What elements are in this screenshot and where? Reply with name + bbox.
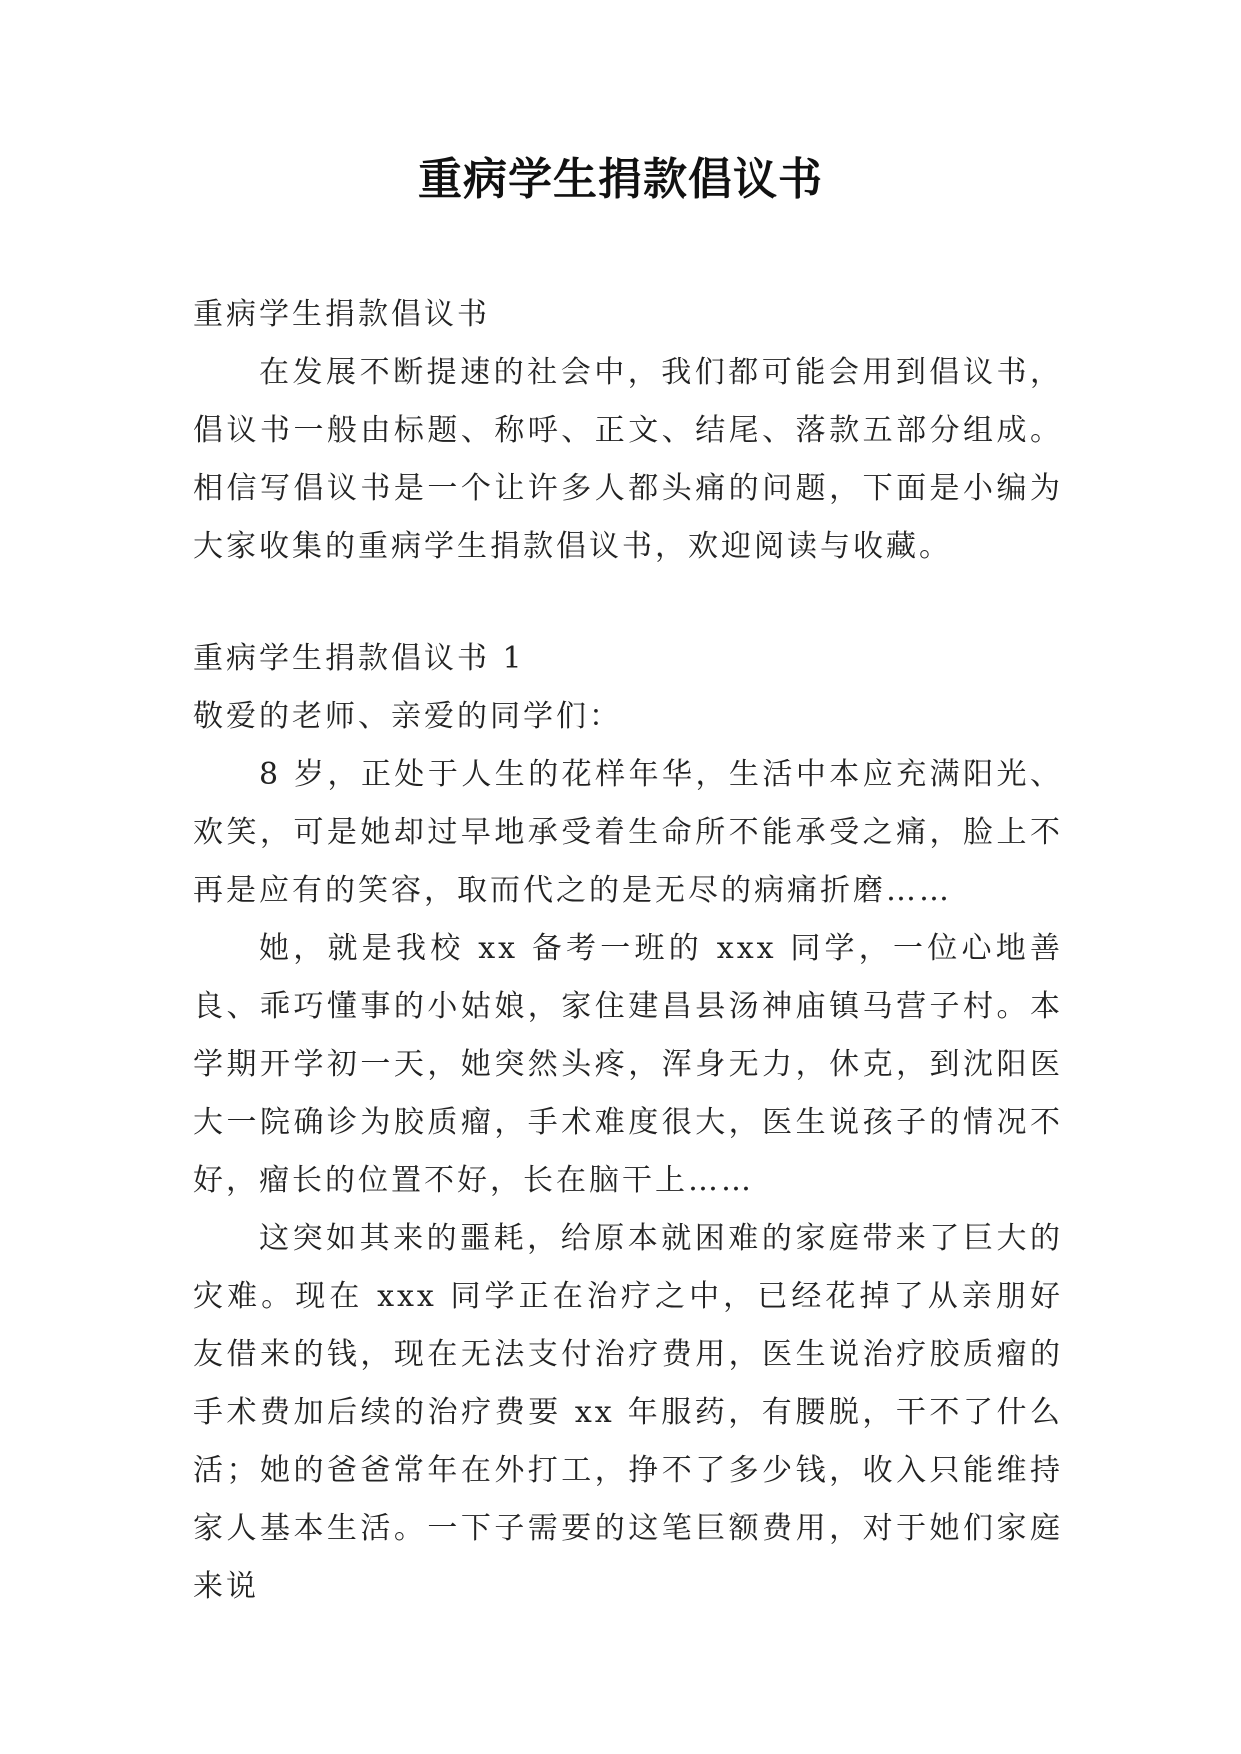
intro-paragraph: 在发展不断提速的社会中，我们都可能会用到倡议书，倡议书一般由标题、称呼、正文、结尾、落款五部分组成。相信写倡议书是一个让许多人都头痛的问题，下面是小编为大家收集的重病学生捐款倡议书，欢迎阅读与收藏。 bbox=[193, 355, 1063, 564]
body-paragraph-3: 这突如其来的噩耗，给原本就困难的家庭带来了巨大的灾难。现在 xxx 同学正在治疗之中，已经花掉了从亲朋好友借来的钱，现在无法支付治疗费用，医生说治疗胶质瘤的手术费加后续的治疗费要 xx 年服药，有腰脱，干不了什么活；她的爸爸常年在外打工，挣不了多少钱，收入只能维持家人基本生活。一下子需要的这笔巨额费用，对于她们家庭来说 bbox=[193, 1221, 1063, 1604]
intro-heading: 重病学生捐款倡议书 bbox=[193, 297, 490, 332]
document-body bbox=[193, 286, 1063, 1616]
body-paragraph-1: 8 岁，正处于人生的花样年华，生活中本应充满阳光、欢笑，可是她却过早地承受着生命所不能承受之痛，脸上不再是应有的笑容，取而代之的是无尽的病痛折磨…… bbox=[193, 757, 1063, 908]
body-paragraph-2: 她，就是我校 xx 备考一班的 xxx 同学，一位心地善良、乖巧懂事的小姑娘，家住建昌县汤神庙镇马营子村。本学期开学初一天，她突然头疼，浑身无力，休克，到沈阳医大一院确诊为胶质瘤，手术难度很大，医生说孩子的情况不好，瘤长的位置不好，长在脑干上…… bbox=[193, 931, 1063, 1198]
document-title: 重病学生捐款倡议书 bbox=[418, 154, 823, 205]
salutation: 敬爱的老师、亲爱的同学们： bbox=[193, 699, 622, 734]
section-heading-1: 重病学生捐款倡议书 1 bbox=[193, 641, 525, 676]
